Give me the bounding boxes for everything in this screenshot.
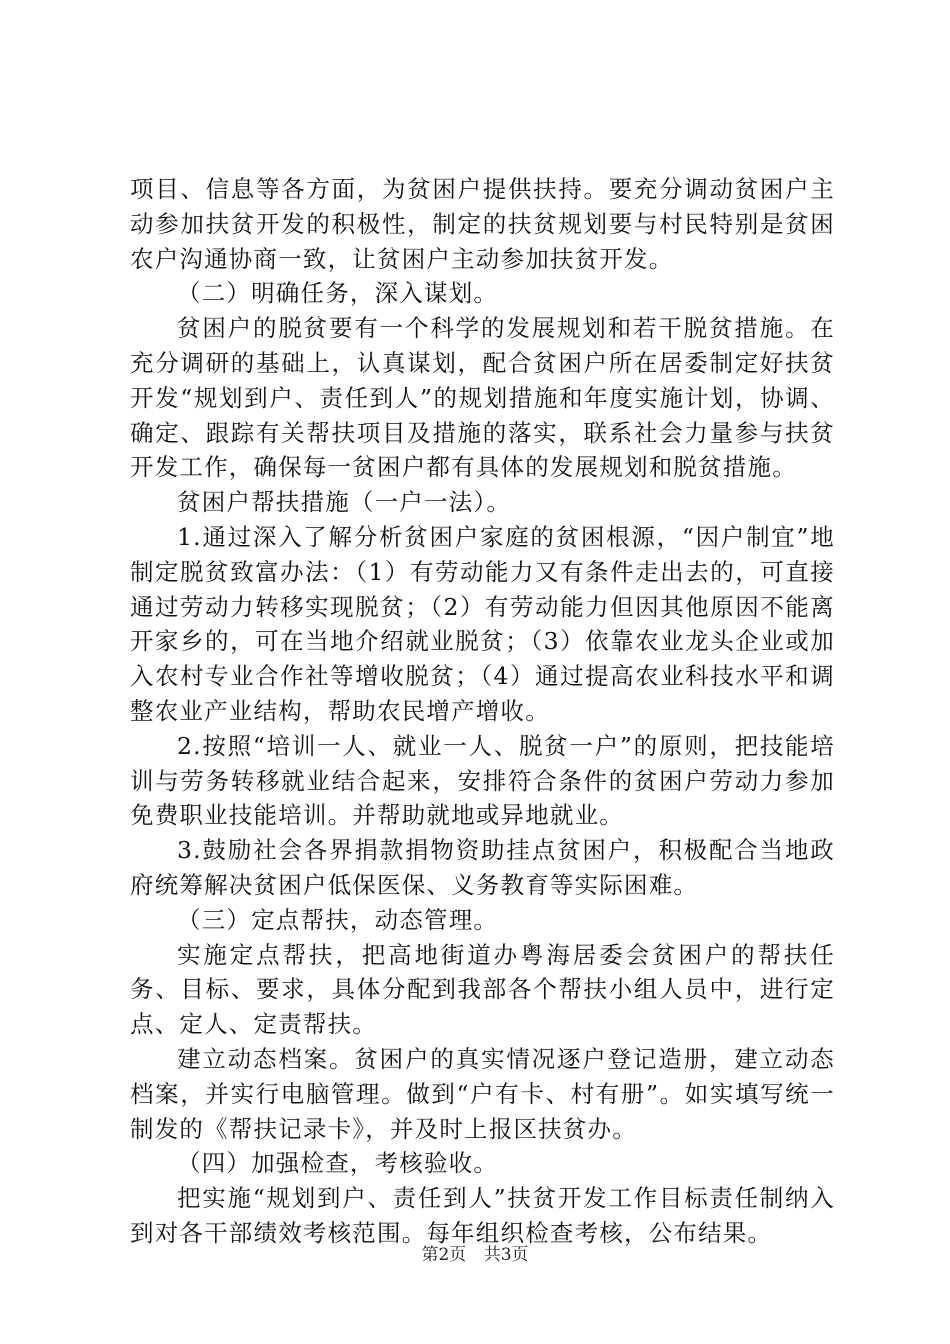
- document-body: [130, 172, 835, 1251]
- section-heading-4: （四）加强检查，考核验收。: [177, 1149, 499, 1178]
- paragraph-dynamic-archive: 建立动态档案。贫困户的真实情况逐户登记造册，建立动态档案，并实行电脑管理。做到“户有卡、村有册”。如实填写统一制发的《帮扶记录卡》，并及时上报区扶贫办。: [130, 1044, 835, 1143]
- page-number-current: 第2页: [421, 1245, 467, 1265]
- page-number-total: 共3页: [483, 1245, 529, 1265]
- paragraph-fixed-point: 实施定点帮扶，把高地街道办粤海居委会贫困户的帮扶任务、目标、要求，具体分配到我部各个帮扶小组人员中，进行定点、定人、定责帮扶。: [130, 940, 835, 1039]
- list-item-measure-1: 1.通过深入了解分析贫困户家庭的贫困根源，“因户制宜”地制定脱贫致富办法：（1）有劳动能力又有条件走出去的，可直接通过劳动力转移实现脱贫；（2）有劳动能力但因其他原因不能离开家乡的，可在当地介绍就业脱贫；（3）依靠农业龙头企业或加入农村专业合作社等增收脱贫；（4）通过提高农业科技水平和调整农业产业结构，帮助农民增产增收。: [130, 522, 835, 725]
- paragraph-continuation: 项目、信息等各方面，为贫困户提供扶持。要充分调动贫困户主动参加扶贫开发的积极性，制定的扶贫规划要与村民特别是贫困农户沟通协商一致，让贫困户主动参加扶贫开发。: [130, 175, 835, 273]
- paragraph-measures-title: 贫困户帮扶措施（一户一法）。: [177, 488, 512, 517]
- paragraph-assessment: 把实施“规划到户、责任到人”扶贫开发工作目标责任制纳入到对各干部绩效考核范围。每年组织检查考核，公布结果。: [130, 1184, 835, 1247]
- page-footer: [0, 1240, 950, 1265]
- section-heading-2: （二）明确任务，深入谋划。: [177, 279, 499, 308]
- list-item-measure-3: 3.鼓励社会各界捐款捐物资助挂点贫困户，积极配合当地政府统筹解决贫困户低保医保、义务教育等实际困难。: [130, 836, 835, 899]
- section-heading-3: （三）定点帮扶，动态管理。: [177, 905, 499, 934]
- paragraph-planning: 贫困户的脱贫要有一个科学的发展规划和若干脱贫措施。在充分调研的基础上，认真谋划，配合贫困户所在居委制定好扶贫开发“规划到户、责任到人”的规划措施和年度实施计划，协调、确定、跟踪有关帮扶项目及措施的落实，联系社会力量参与扶贫开发工作，确保每一贫困户都有具体的发展规划和脱贫措施。: [130, 314, 835, 482]
- list-item-measure-2: 2.按照“培训一人、就业一人、脱贫一户”的原则，把技能培训与劳务转移就业结合起来，安排符合条件的贫困户劳动力参加免费职业技能培训。并帮助就地或异地就业。: [130, 731, 835, 830]
